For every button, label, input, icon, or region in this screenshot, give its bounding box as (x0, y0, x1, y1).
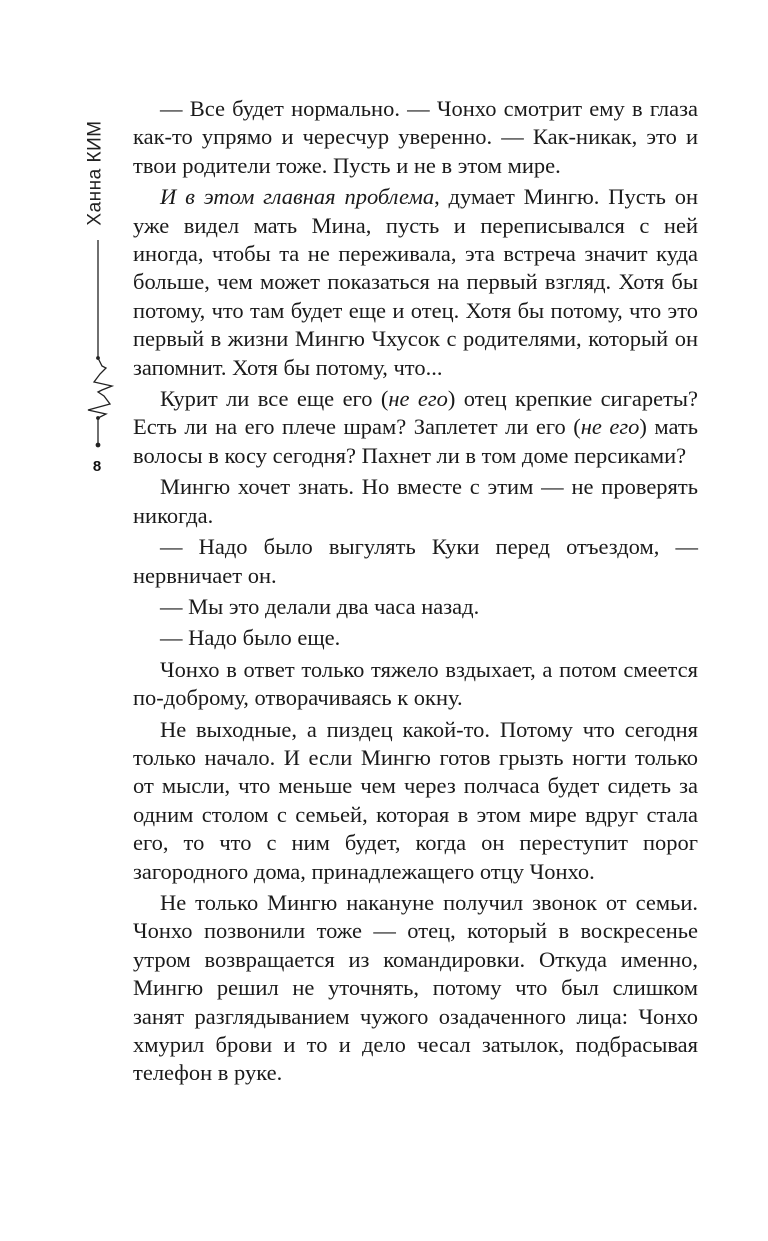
paragraph: И в этом главная проблема, думает Мингю. Пусть он уже видел мать Мина, пусть и переписывался с ней иногда, чтобы та не переживала, эта встреча значит куда больше, чем может показаться на первый взгляд. Хотя бы потому, что там будет еще и отец. Хотя бы потому, что это первый в жизни Мингю Чхусок с родителями, который он запомнит. Хотя бы потому, что... (133, 184, 698, 380)
paragraph: — Надо было еще. (160, 625, 341, 651)
author-name (74, 98, 118, 248)
paragraph: — Надо было выгулять Куки перед отъездом, — нервничает он. (133, 534, 698, 588)
italic-phrase: не его (388, 386, 448, 412)
paragraph: Курит ли все еще его (не его) отец крепкие сигареты? Есть ли на его плече шрам? Заплетет ли его (не его) мать волосы в косу сегодня? Пахнет ли в том доме персиками? (133, 386, 698, 468)
pulse-line-ornament (76, 240, 116, 460)
author-name-text: Ханна КИМ (85, 120, 106, 226)
paragraph: — Мы это делали два часа назад. (160, 593, 480, 619)
paragraph: Мингю хочет знать. Но вместе с этим — не проверять никогда. (133, 474, 698, 528)
paragraph: Чонхо в ответ только тяжело вздыхает, а потом смеется по-доброму, отворачиваясь к окну. (133, 656, 698, 711)
page-number: 8 (92, 458, 102, 475)
paragraph: Не только Мингю накануне получил звонок от семьи. Чонхо позвонили тоже — отец, который в воскресенье утром возвращается из командировки. Откуда именно, Мингю решил не уточнять, потому что был слишком занят разглядыванием чужого озадаченного лица: Чонхо хмурил брови и то и дело чесал затылок, подбрасывая телефон в руке. (133, 889, 698, 1086)
paragraph: Не выходные, а пиздец какой-то. Потому что сегодня только начало. И если Мингю готов грызть ногти только от мысли, что меньше чем через полчаса будет сидеть за одним столом с семьей, которая в этом мире вдруг стала его, то что с ним будет, когда он переступит порог загородного дома, принадлежащего отцу Чонхо. (133, 716, 698, 884)
italic-phrase: И в этом главная проблема (160, 184, 435, 210)
italic-phrase: не его (580, 414, 640, 440)
body-text (133, 95, 698, 1088)
paragraph: — Все будет нормально. — Чонхо смотрит ему в глаза как-то упрямо и чересчур уверенно. — Как-никак, это и твои родители тоже. Пусть и не в этом мире. (133, 96, 698, 178)
